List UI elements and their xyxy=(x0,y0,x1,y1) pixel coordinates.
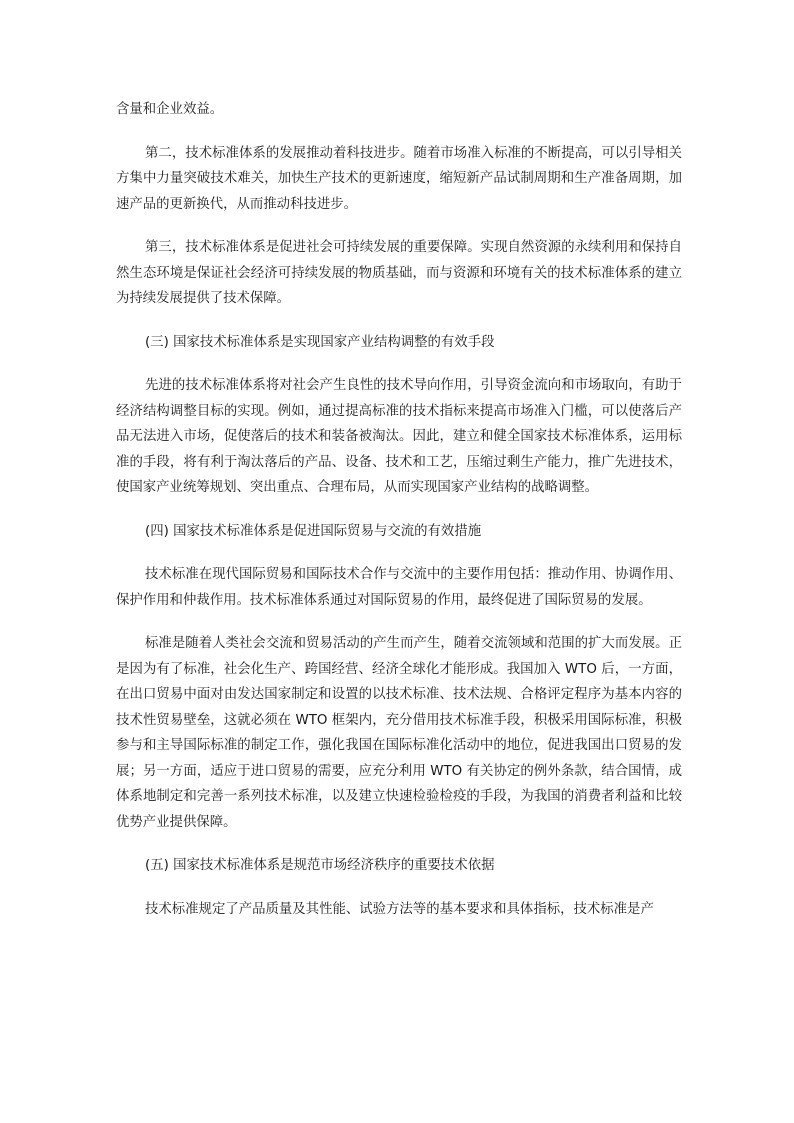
body-paragraph: 技术标准规定了产品质量及其性能、试验方法等的基本要求和具体指标，技术标准是产 xyxy=(145,901,654,917)
body-paragraph: 第二，技术标准体系的发展推动着科技进步。随着市场准入标准的不断提高，可以引导相关方集中力量突破技术难关，加快生产技术的更新速度，缩短新产品试制周期和生产准备周期，加速产品的更新换代，从而推动科技进步。 xyxy=(116,145,682,212)
body-paragraph: 技术标准在现代国际贸易和国际技术合作与交流中的主要作用包括：推动作用、协调作用、保护作用和仲裁作用。技术标准体系通过对国际贸易的作用，最终促进了国际贸易的发展。 xyxy=(116,567,682,608)
body-paragraph: 先进的技术标准体系将对社会产生良性的技术导向作用，引导资金流向和市场取向，有助于经济结构调整目标的实现。例如，通过提高标准的技术指标来提高市场准入门槛，可以使落后产品无法进入市场，促使落后的技术和装备被淘汰。因此，建立和健全国家技术标准体系，运用标准的手段，将有利于淘汰落后的产品、设备、技术和工艺，压缩过剩生产能力，推广先进技术，使国家产业统筹规划、突出重点、合理布局，从而实现国家产业结构的战略调整。 xyxy=(116,378,682,495)
body-paragraph: 第三，技术标准体系是促进社会可持续发展的重要保障。实现自然资源的永续利用和保持自然生态环境是保证社会经济可持续发展的物质基础，而与资源和环境有关的技术标准体系的建立为持续发展提供了技术保障。 xyxy=(116,240,682,306)
section-heading: (三) 国家技术标准体系是实现国家产业结构调整的有效手段 xyxy=(145,334,495,350)
body-paragraph: 含量和企业效益。 xyxy=(116,102,224,117)
body-paragraph: 标准是随着人类社会交流和贸易活动的产生而产生，随着交流领域和范围的扩大而发展。正是因为有了标准，社会化生产、跨国经营、经济全球化才能形成。我国加入 WTO 后，一方面，在出口贸易中面对由发达国家制定和设置的以技术标准、技术法规、合格评定程序为基本内容的技术性贸易壁垒，这就必须在 WTO 框架内，充分借用技术标准手段，积极采用国际标准，积极参与和主导国际标准的制定工作，强化我国在国际标准化活动中的地位，促进我国出口贸易的发展；另一方面，适应于进口贸易的需要，应充分利用 WTO 有关协定的例外条款，结合国情，成体系地制定和完善一系列技术标准，以及建立快速检验检疫的手段，为我国的消费者利益和比较优势产业提供保障。 xyxy=(116,636,682,830)
section-heading: (五) 国家技术标准体系是规范市场经济秩序的重要技术依据 xyxy=(145,858,495,873)
section-heading: (四) 国家技术标准体系是促进国际贸易与交流的有效措施 xyxy=(145,523,482,539)
document-page xyxy=(116,97,682,940)
